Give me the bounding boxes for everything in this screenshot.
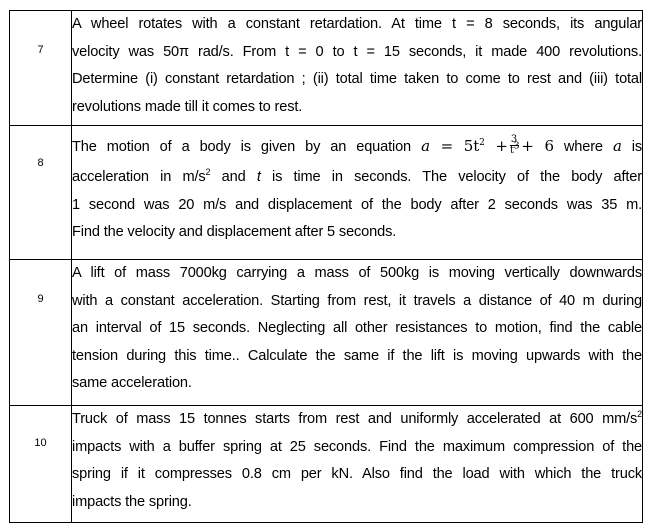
question-number: 9	[37, 293, 44, 305]
question-line: same acceleration.	[72, 375, 192, 391]
truck-line-text: Truck of mass 15 tonnes starts from rest and uniformly accelerated at 600 mm/s	[72, 411, 638, 427]
equation-intro: The motion of a body is given by an equation	[72, 139, 412, 155]
line-rest: is time in seconds. The velocity of the body after	[272, 169, 642, 185]
fraction-denominator-exponent: 3	[513, 141, 520, 152]
fraction-numerator: 3	[510, 135, 519, 146]
question-line	[72, 164, 642, 192]
line-and: and	[221, 169, 246, 185]
question-line: A wheel rotates with a constant retardation. At time t = 8 seconds, its angular	[72, 16, 642, 32]
question-line	[72, 406, 642, 434]
question-line: Find the velocity and displacement after 5 seconds.	[72, 224, 397, 240]
equation-plus: +	[495, 137, 508, 155]
question-line: an interval of 15 seconds. Neglecting all other resistances to motion, find the cable	[72, 320, 642, 336]
question-number: 10	[34, 437, 47, 449]
question-number-cell	[10, 11, 72, 126]
equation-term1-exponent: 2	[479, 138, 485, 148]
question-row	[10, 11, 643, 126]
question-line: spring if it compresses 0.8 cm per kN. Also find the load with which the truck	[72, 466, 642, 482]
question-text-cell	[72, 260, 643, 406]
variable-t: t	[256, 169, 261, 185]
question-number-cell	[10, 260, 72, 406]
units-exponent: 2	[205, 167, 211, 178]
equation-term1: 5t	[463, 137, 480, 155]
question-number: 8	[37, 157, 44, 169]
question-row	[10, 260, 643, 406]
fraction-denominator	[509, 141, 520, 156]
equation-where: where	[563, 139, 603, 155]
question-line: tension during this time.. Calculate the same if the lift is moving upwards with the	[72, 347, 642, 364]
question-line: Determine (i) constant retardation ; (ii) total time taken to come to rest and (iii) total	[72, 71, 642, 87]
acceleration-units: acceleration in m/s	[72, 169, 206, 185]
question-number: 7	[37, 44, 44, 56]
units-exponent: 2	[637, 409, 642, 420]
question-line: impacts with a buffer spring at 25 seconds. Find the maximum compression of the	[72, 438, 642, 455]
question-number-cell	[10, 406, 72, 523]
question-text-cell	[72, 406, 643, 523]
variable-a: a	[612, 137, 622, 155]
question-line: 1 second was 20 m/s and displacement of the body after 2 seconds was 35 m.	[72, 196, 642, 213]
motion-equation	[421, 133, 554, 156]
equation-equals: =	[440, 137, 454, 155]
question-line: velocity was 50π rad/s. From t = 0 to t = 15 seconds, it made 400 revolutions.	[72, 43, 642, 60]
equation-fraction	[510, 135, 519, 156]
equation-is: is	[631, 139, 643, 155]
question-line-equation	[72, 129, 642, 164]
question-line: with a constant acceleration. Starting from rest, it travels a distance of 40 m during	[72, 292, 642, 309]
question-line: revolutions made till it comes to rest.	[72, 98, 303, 115]
question-line: impacts the spring.	[72, 493, 192, 510]
question-text-cell	[72, 126, 643, 260]
question-text-cell	[72, 11, 643, 126]
questions-table	[9, 10, 643, 523]
fraction-denominator-base: t	[509, 144, 514, 156]
question-number-cell	[10, 126, 72, 260]
equation-lhs: a	[421, 137, 430, 155]
question-row	[10, 406, 643, 523]
question-row	[10, 126, 643, 260]
equation-plus-constant: + 6	[521, 137, 554, 155]
question-line: A lift of mass 7000kg carrying a mass of 500kg is moving vertically downwards	[72, 265, 642, 281]
